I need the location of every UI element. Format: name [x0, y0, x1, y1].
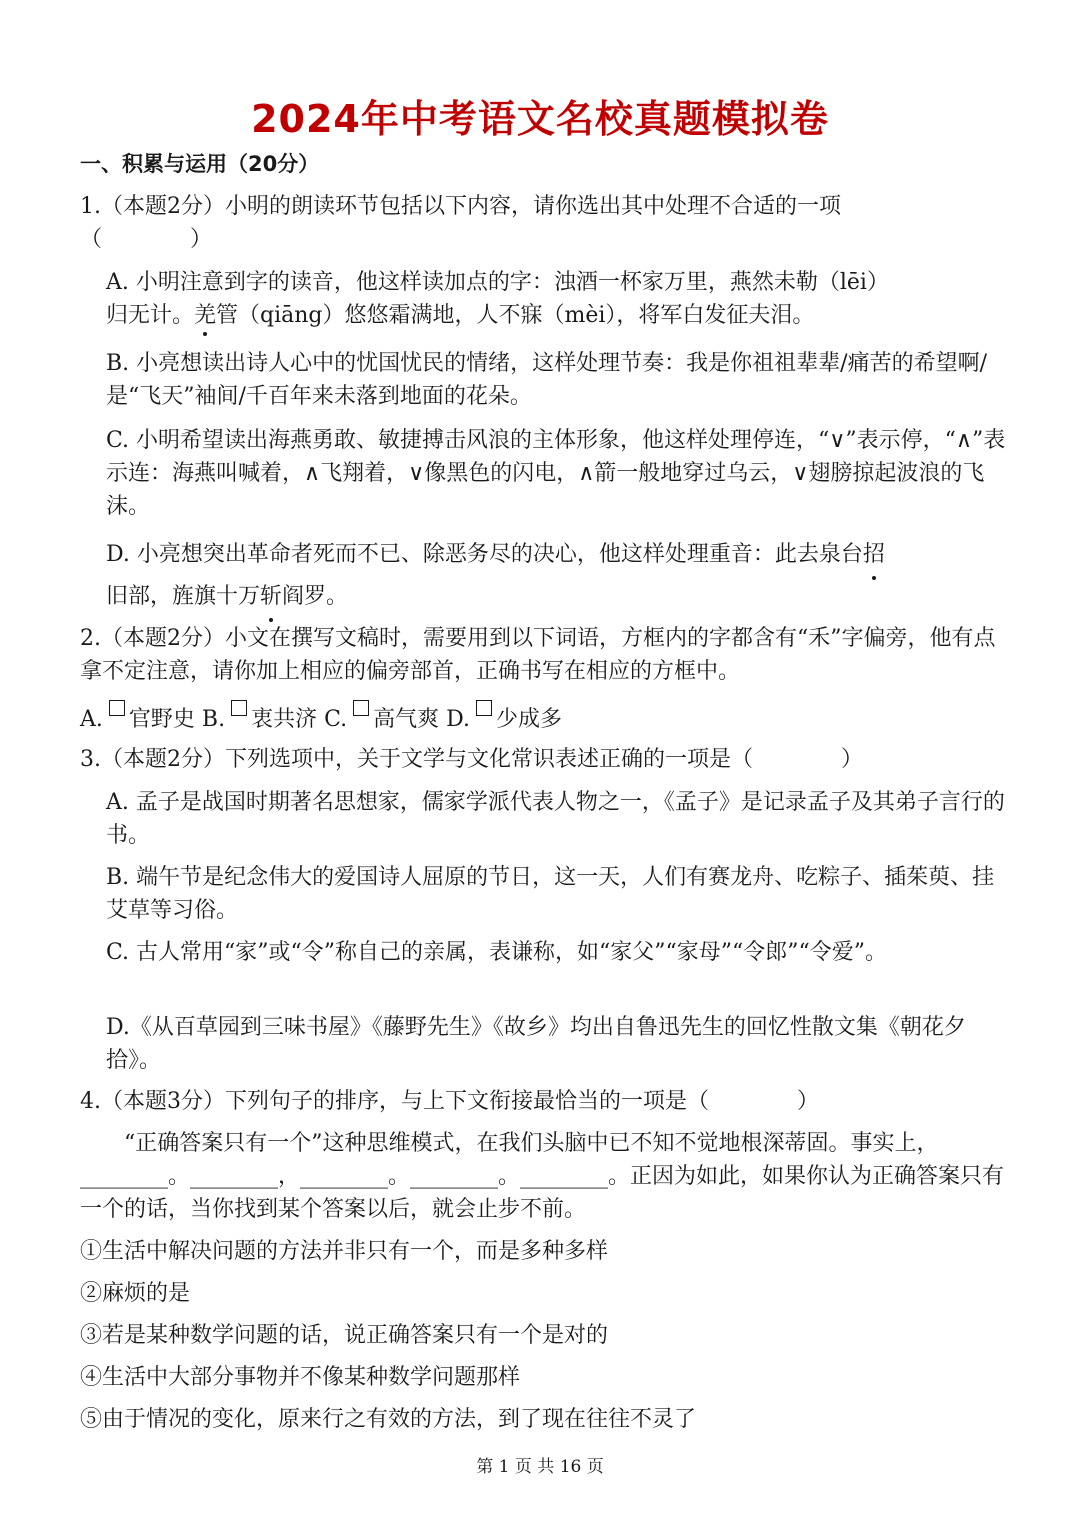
document-title: 2024年中考语文名校真题模拟卷 — [251, 97, 829, 141]
question-2-stem: 2.（本题2分）小文在撰写文稿时，需要用到以下词语，方框内的字都含有“禾”字偏旁，他有点拿不定注意，请你加上相应的偏旁部首，正确书写在相应的方框中。 — [80, 626, 996, 684]
emphasis-dot-char: 招 — [863, 534, 885, 576]
section-heading: 一、积累与运用（20分） — [80, 152, 320, 176]
sentence-option: ②麻烦的是 — [80, 1281, 191, 1306]
q3-option-d: D.《从百草园到三味书屋》《藤野先生》《故乡》均出自鲁迅先生的回忆性散文集《朝花夕拾》。 — [106, 1015, 966, 1073]
q4-passage: “正确答案只有一个”这种思维模式，在我们头脑中已不知不觉地根深蒂固。事实上，________。________，________。________。________。正因为如此，如果你认为正确答案只有一个的话，当你找到某个答案以后，就会止步不前。 — [80, 1131, 1005, 1222]
q3-option-c: C. 古人常用“家”或“令”称自己的亲属，表谦称，如“家父”“家母”“令郎”“令爱”。 — [106, 940, 888, 965]
question-3-stem: 3.（本题2分）下列选项中，关于文学与文化常识表述正确的一项是（ ） — [80, 747, 863, 772]
question-1-stem: 1.（本题2分）小明的朗读环节包括以下内容，请你选出其中处理不合适的一项 （ ） — [80, 194, 841, 252]
answer-paren: （ ） — [80, 227, 213, 252]
q2-options: A. 官野史 B. 衷共济 C. 高气爽 D. 少成多 — [80, 700, 1010, 736]
sentence-option: ③若是某种数学问题的话，说正确答案只有一个是对的 — [80, 1323, 609, 1348]
sentence-option: ④生活中大部分事物并不像某种数学问题那样 — [80, 1365, 521, 1390]
question-4-stem: 4.（本题3分）下列句子的排序，与上下文衔接最恰当的一项是（ ） — [80, 1089, 819, 1114]
sentence-option: ⑤由于情况的变化，原来行之有效的方法，到了现在往往不灵了 — [80, 1407, 697, 1432]
answer-box[interactable] — [109, 700, 125, 716]
sentence-option: ①生活中解决问题的方法并非只有一个，而是多种多样 — [80, 1239, 609, 1264]
answer-box[interactable] — [476, 700, 492, 716]
emphasis-dot-char: 斩 — [260, 576, 282, 618]
answer-box[interactable] — [353, 700, 369, 716]
q3-option-b: B. 端午节是纪念伟大的爱国诗人屈原的节日，这一天，人们有赛龙舟、吃粽子、插茱萸、挂艾草等习俗。 — [106, 865, 995, 923]
q3-option-a: A. 孟子是战国时期著名思想家，儒家学派代表人物之一，《孟子》是记录孟子及其弟子言行的书。 — [106, 790, 1005, 848]
answer-box[interactable] — [231, 700, 247, 716]
q1-option-b: B. 小亮想读出诗人心中的忧国忧民的情绪，这样处理节奏：我是你祖祖辈辈/痛苦的希望啊/是“飞天”袖间/千百年来未落到地面的花朵。 — [106, 351, 987, 409]
q1-option-c: C. 小明希望读出海燕勇敢、敏捷搏击风浪的主体形象，他这样处理停连，“∨”表示停，“∧”表示连：海燕叫喊着，∧飞翔着，∨像黑色的闪电，∧箭一般地穿过乌云，∨翅膀掠起波浪的飞沫。 — [106, 428, 1006, 519]
q1-option-a: A. 小明注意到字的读音，他这样读加点的字：浊酒一杯家万里，燕然未勒（lēi） 归无计。羌管（qiāng）悠悠霜满地，人不寐（mèi），将军白发征夫泪。 — [106, 266, 1006, 332]
page-footer: 第 1 页 共 16 页 — [476, 1457, 604, 1477]
emphasis-dot-char: 羌 — [194, 299, 216, 332]
q1-option-d: D. 小亮想突出革命者死而不已、除恶务尽的决心，他这样处理重音：此去泉台招 旧部，旌旗十万斩阎罗。 — [106, 534, 1006, 618]
